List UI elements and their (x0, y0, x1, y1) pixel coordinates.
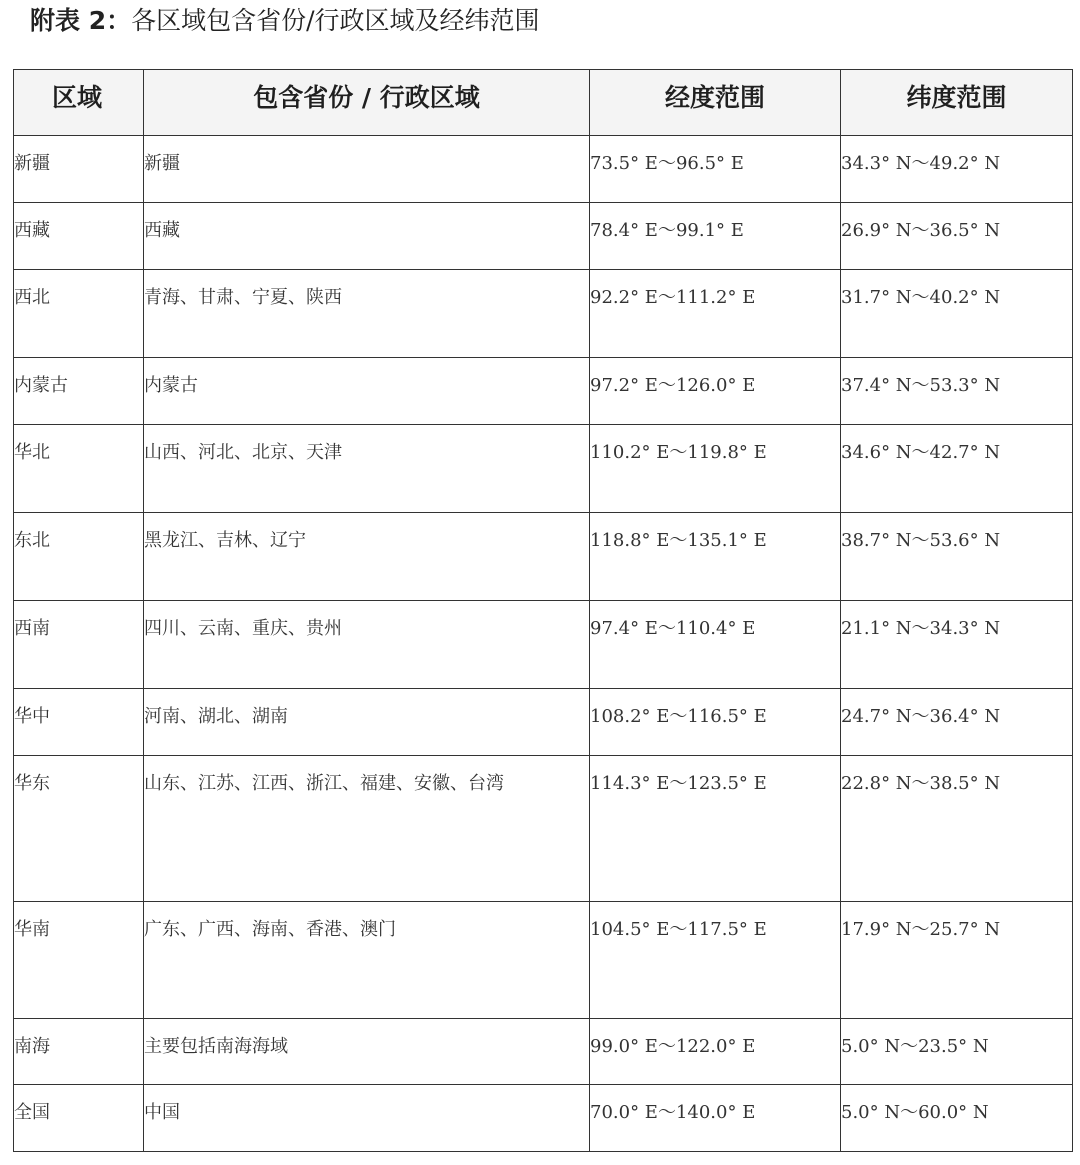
cell-latitude: 5.0° N～60.0° N (841, 1085, 1073, 1152)
region-table (13, 69, 1073, 1152)
cell-provinces: 中国 (144, 1085, 590, 1152)
cell-region: 东北 (14, 513, 144, 601)
cell-region: 华中 (14, 689, 144, 756)
cell-latitude: 21.1° N～34.3° N (841, 601, 1073, 689)
cell-region: 西藏 (14, 203, 144, 270)
cell-latitude: 37.4° N～53.3° N (841, 358, 1073, 425)
title-prefix: 附表 2： (30, 6, 132, 35)
header-longitude: 经度范围 (590, 70, 841, 136)
table-row (14, 1085, 1073, 1152)
table-row (14, 203, 1073, 270)
cell-longitude: 118.8° E～135.1° E (590, 513, 841, 601)
cell-region: 华北 (14, 425, 144, 513)
cell-provinces: 山西、河北、北京、天津 (144, 425, 590, 513)
cell-longitude: 110.2° E～119.8° E (590, 425, 841, 513)
cell-region: 南海 (14, 1019, 144, 1085)
cell-region: 华南 (14, 902, 144, 1019)
cell-provinces: 河南、湖北、湖南 (144, 689, 590, 756)
cell-latitude: 5.0° N～23.5° N (841, 1019, 1073, 1085)
cell-longitude: 92.2° E～111.2° E (590, 270, 841, 358)
table-row (14, 136, 1073, 203)
cell-provinces: 主要包括南海海域 (144, 1019, 590, 1085)
cell-provinces: 广东、广西、海南、香港、澳门 (144, 902, 590, 1019)
cell-provinces: 山东、江苏、江西、浙江、福建、安徽、台湾 (144, 756, 590, 902)
cell-provinces: 四川、云南、重庆、贵州 (144, 601, 590, 689)
cell-latitude: 17.9° N～25.7° N (841, 902, 1073, 1019)
cell-longitude: 97.4° E～110.4° E (590, 601, 841, 689)
cell-provinces: 新疆 (144, 136, 590, 203)
header-provinces: 包含省份 / 行政区域 (144, 70, 590, 136)
header-region: 区域 (14, 70, 144, 136)
table-row (14, 425, 1073, 513)
cell-longitude: 108.2° E～116.5° E (590, 689, 841, 756)
table-row (14, 513, 1073, 601)
table-row (14, 270, 1073, 358)
title-text: 各区域包含省份/行政区域及经纬范围 (131, 6, 540, 35)
cell-region: 西南 (14, 601, 144, 689)
cell-provinces: 西藏 (144, 203, 590, 270)
header-latitude: 纬度范围 (841, 70, 1073, 136)
table-row (14, 689, 1073, 756)
cell-latitude: 34.3° N～49.2° N (841, 136, 1073, 203)
cell-latitude: 24.7° N～36.4° N (841, 689, 1073, 756)
cell-longitude: 70.0° E～140.0° E (590, 1085, 841, 1152)
cell-region: 全国 (14, 1085, 144, 1152)
cell-longitude: 99.0° E～122.0° E (590, 1019, 841, 1085)
table-body (14, 136, 1073, 1152)
table-row (14, 756, 1073, 902)
cell-latitude: 26.9° N～36.5° N (841, 203, 1073, 270)
cell-provinces: 黑龙江、吉林、辽宁 (144, 513, 590, 601)
cell-latitude: 38.7° N～53.6° N (841, 513, 1073, 601)
table-row (14, 601, 1073, 689)
cell-longitude: 73.5° E～96.5° E (590, 136, 841, 203)
table-row (14, 902, 1073, 1019)
cell-longitude: 114.3° E～123.5° E (590, 756, 841, 902)
cell-region: 内蒙古 (14, 358, 144, 425)
cell-longitude: 97.2° E～126.0° E (590, 358, 841, 425)
cell-provinces: 青海、甘肃、宁夏、陕西 (144, 270, 590, 358)
cell-region: 华东 (14, 756, 144, 902)
cell-latitude: 22.8° N～38.5° N (841, 756, 1073, 902)
page-title (30, 4, 540, 38)
cell-region: 新疆 (14, 136, 144, 203)
cell-provinces: 内蒙古 (144, 358, 590, 425)
cell-longitude: 104.5° E～117.5° E (590, 902, 841, 1019)
cell-longitude: 78.4° E～99.1° E (590, 203, 841, 270)
cell-latitude: 34.6° N～42.7° N (841, 425, 1073, 513)
table-row (14, 1019, 1073, 1085)
cell-latitude: 31.7° N～40.2° N (841, 270, 1073, 358)
cell-region: 西北 (14, 270, 144, 358)
table-header-row (14, 70, 1073, 136)
table-row (14, 358, 1073, 425)
